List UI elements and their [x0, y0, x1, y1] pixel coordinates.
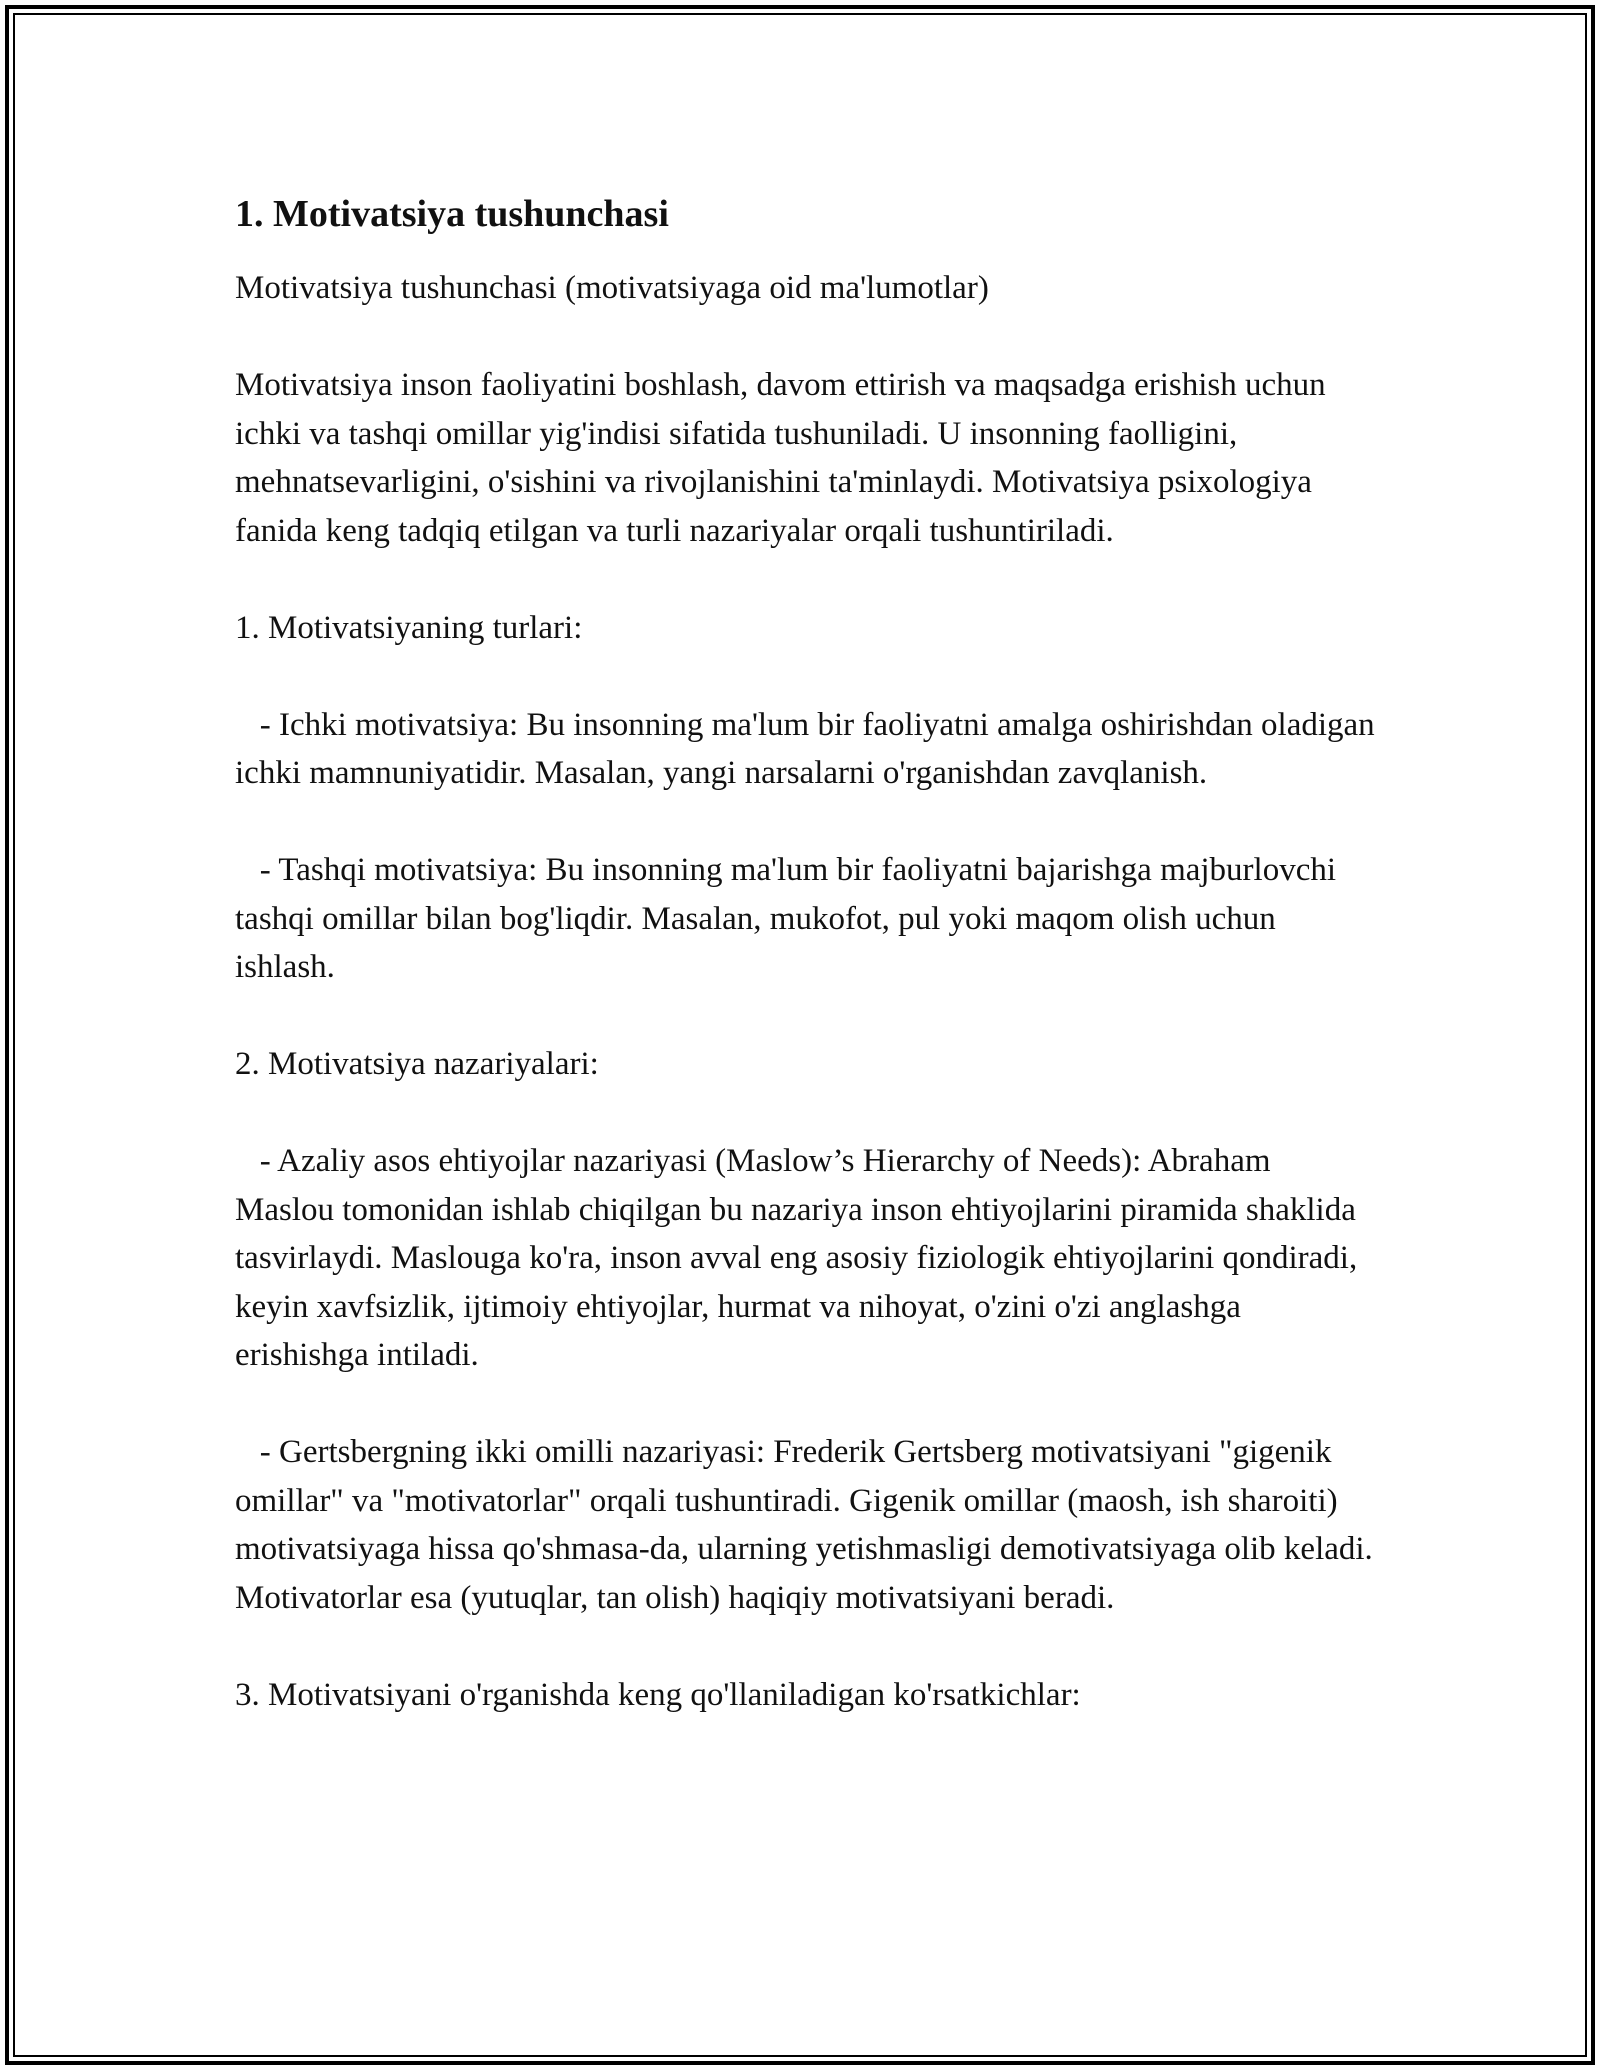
section-heading-theories: 2. Motivatsiya nazariyalari:: [235, 1046, 599, 1082]
paragraph-herzberg: - Gertsbergning ikki omilli nazariyasi: Frederik Gertsberg motivatsiyani "gigenik omillar" va "motivatorlar" orqali tushuntiradi. Gigenik omillar (maosh, ish sharoiti) motivatsiyaga hissa qo'shmasa-da, ularning yetishmasligi demotivatsiyaga olib keladi. Motivatorlar esa (yutuqlar, tan olish) haqiqiy motivatsiyani beradi.: [235, 1434, 1382, 1616]
section-heading-types: 1. Motivatsiyaning turlari:: [235, 609, 583, 646]
paragraph-extrinsic: - Tashqi motivatsiya: Bu insonning ma'lum bir faoliyatni bajarishga majburlovchi tashqi omillar bilan bog'liqdir. Masalan, mukofot, pul yoki maqom olish uchun ishlash.: [235, 852, 1345, 985]
document-subtitle: Motivatsiya tushunchasi (motivatsiyaga oid ma'lumotlar): [235, 270, 989, 306]
document-body: [235, 188, 1383, 1768]
paragraph-intrinsic: - Ichki motivatsiya: Bu insonning ma'lum bir faoliyatni amalga oshirishdan oladigan ichki mamnuniyatidir. Masalan, yangi narsalarni o'rganishdan zavqlanish.: [235, 706, 1383, 791]
paragraph-maslow: - Azaliy asos ehtiyojlar nazariyasi (Maslow’s Hierarchy of Needs): Abraham Maslou tomonidan ishlab chiqilgan bu nazariya inson ehtiyojlarini piramida shaklida tasvirlaydi. Maslouga ko'ra, inson avval eng asosiy fiziologik ehtiyojlarini qondiradi, keyin xavfsizlik, ijtimoiy ehtiyojlar, hurmat va nihoyat, o'zini o'zi anglashga erishishga intiladi.: [235, 1143, 1366, 1373]
paragraph-intro: Motivatsiya inson faoliyatini boshlash, davom ettirish va maqsadga erishish uchun ichki va tashqi omillar yig'indisi sifatida tushuniladi. U insonning faolligini, mehnatsevarligini, o'sishini va rivojlanishini ta'minlaydi. Motivatsiya psixologiya fanida keng tadqiq etilgan va turli nazariyalar orqali tushuntiriladi.: [235, 367, 1334, 549]
section-heading-indicators: 3. Motivatsiyani o'rganishda keng qo'llaniladigan ko'rsatkichlar:: [235, 1676, 1081, 1713]
document-heading: 1. Motivatsiya tushunchasi: [235, 193, 669, 235]
